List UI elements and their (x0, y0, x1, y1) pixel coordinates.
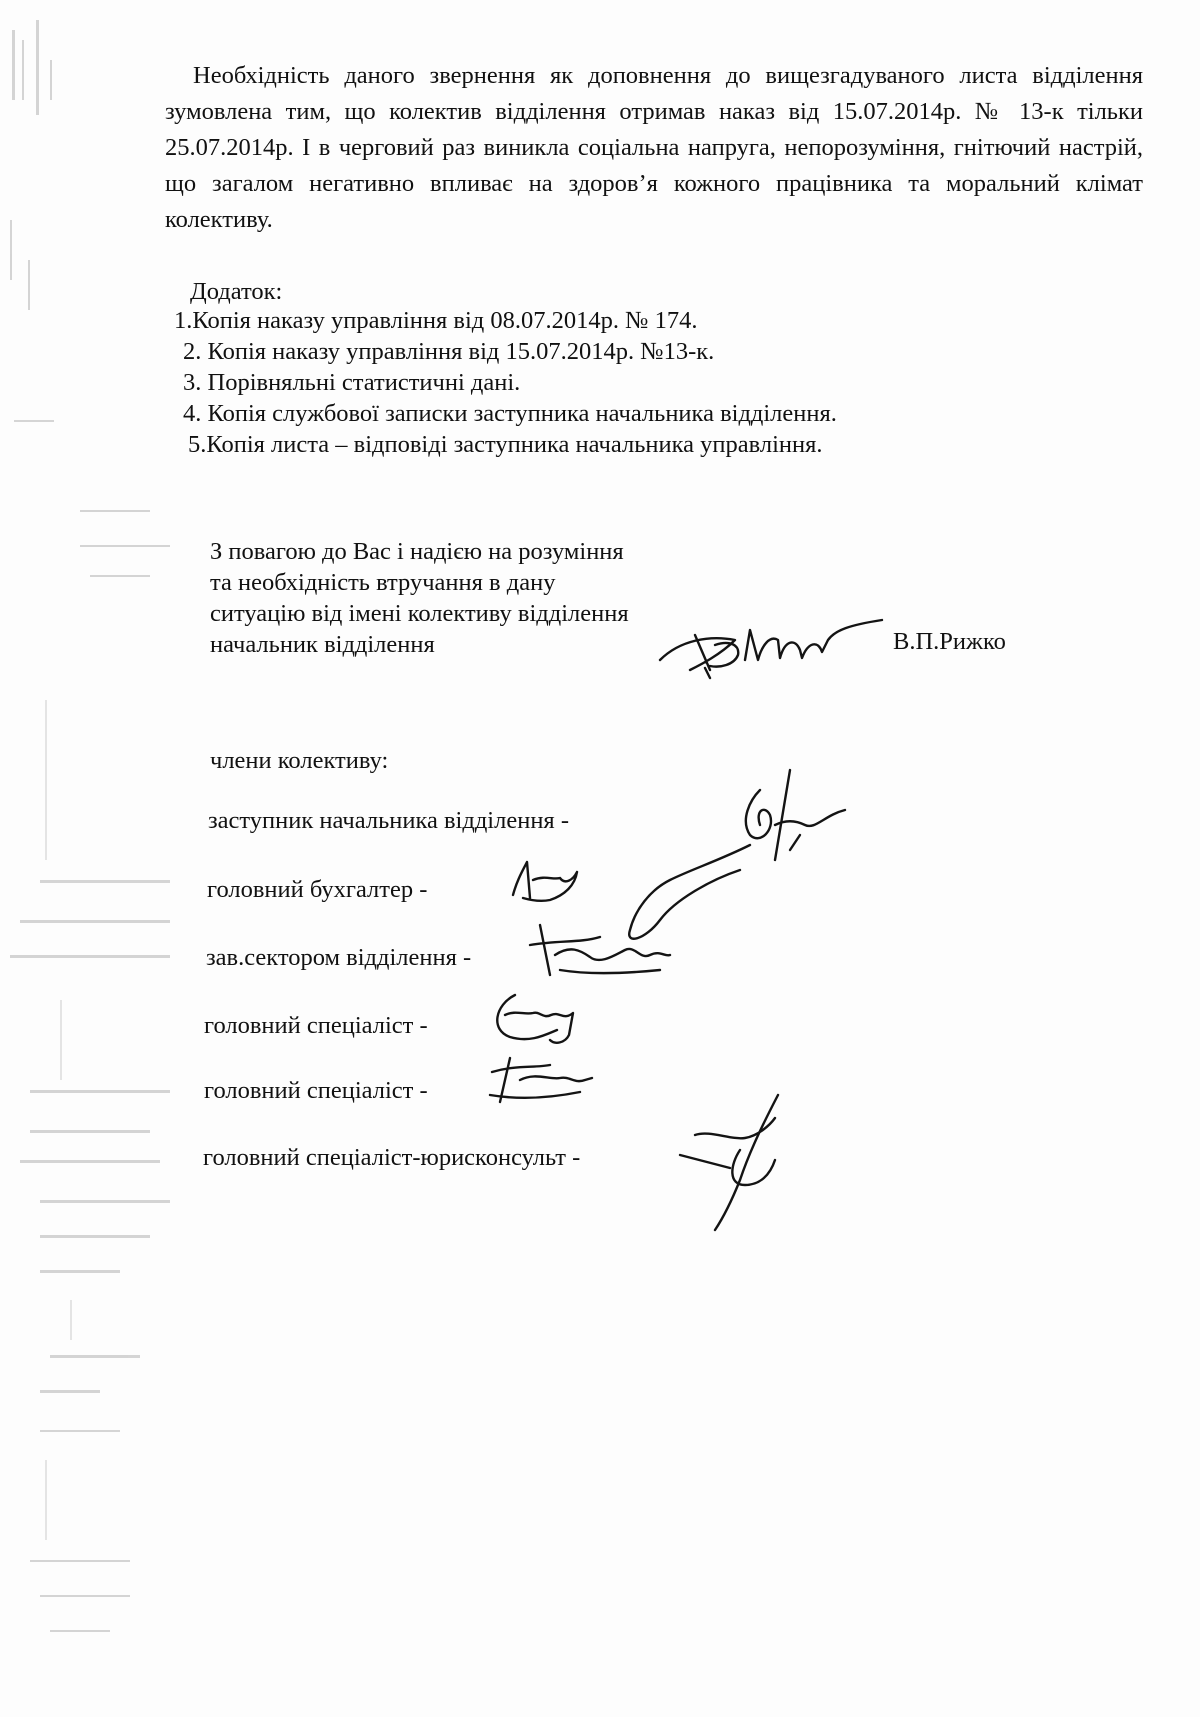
member-role: головний спеціаліст - (204, 1077, 428, 1104)
annex-heading: Додаток: (190, 278, 283, 305)
member-role: зав.сектором відділення - (206, 944, 472, 971)
annex-item: 1.Копія наказу управління від 08.07.2014р. № 174. (174, 307, 698, 334)
signature-specialist-2 (480, 1050, 600, 1110)
member-role: головний бухгалтер - (207, 876, 428, 903)
annex-list (170, 305, 837, 460)
body-paragraph: Необхідність даного звернення як доповнення до вищезгадуваного листа відділення зумовлена тим, що колектив відділення отримав наказ від 15.07.2014р. № 13-к тільки 25.07.2014р. І в черговий раз виникла соціальна напруга, непорозуміння, гнітючий настрій, що загалом негативно впливає на здоров’я кожного працівника та моральний клімат колективу. (165, 62, 1143, 233)
signature-head (650, 600, 890, 680)
signature-deputy (600, 750, 900, 960)
closing-line: та необхідність втручання в дану (210, 569, 556, 596)
bleed-through-noise (0, 0, 190, 1717)
annex-item: 2. Копія наказу управління від 15.07.2014р. №13-к. (183, 338, 715, 365)
signature-legal-counsel (650, 1080, 810, 1240)
closing-line: З повагою до Вас і надією на розуміння (210, 538, 624, 565)
member-role: головний спеціаліст - (204, 1012, 428, 1039)
member-role: головний спеціаліст-юрисконсульт - (203, 1144, 581, 1171)
signature-chief-accountant (505, 850, 615, 910)
members-heading: члени колективу: (210, 747, 389, 774)
closing-line: начальник відділення (210, 631, 435, 658)
annex-item: 4. Копія службової записки заступника начальника відділення. (183, 400, 837, 427)
signature-sector-head (520, 915, 680, 985)
annex-item: 5.Копія листа – відповіді заступника начальника управління. (188, 431, 823, 458)
closing-block (210, 536, 629, 660)
member-role: заступник начальника відділення - (208, 807, 569, 834)
signature-specialist-1 (485, 985, 595, 1050)
signer-name: В.П.Рижко (893, 628, 1006, 655)
annex-item: 3. Порівняльні статистичні дані. (183, 369, 521, 396)
closing-line: ситуацію від імені колективу відділення (210, 600, 629, 627)
